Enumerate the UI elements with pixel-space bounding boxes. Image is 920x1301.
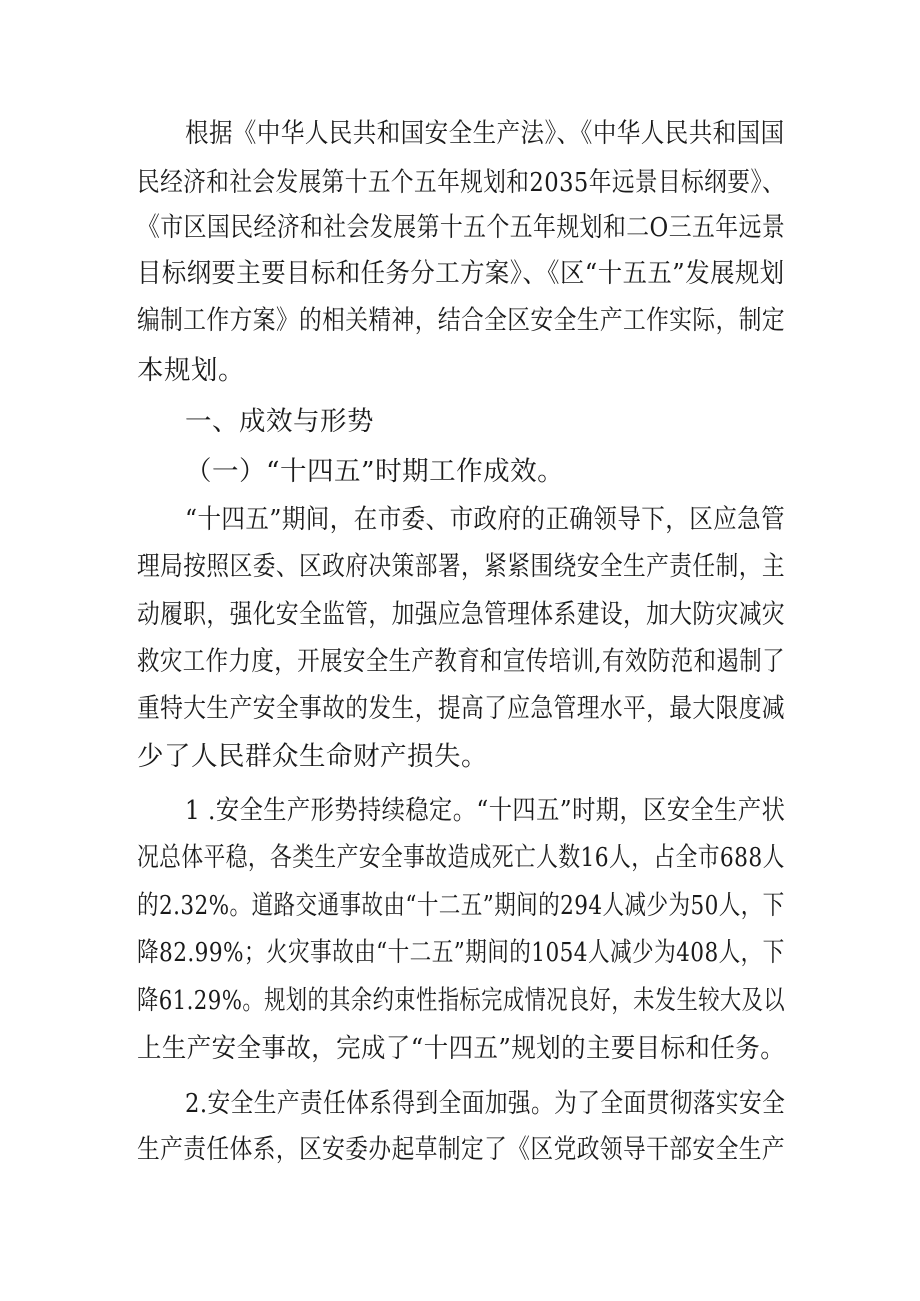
paragraph-2-line-4: 救灾工作力度，开展安全生产教育和宣传培训,有效防范和遏制了: [137, 646, 785, 677]
section-heading: 一、成效与形势: [185, 406, 374, 437]
paragraph-2-line-2: 理局按照区委、区政府决策部署，紧紧围绕安全生产责任制，主: [137, 551, 785, 582]
paragraph-1-line-3: 《市区国民经济和社会发展第十五个五年规划和二O三五年远景: [137, 212, 786, 243]
paragraph-3-line-4: 降82.99%；火灾事故由“十二五”期间的1054人减少为408人，下: [137, 937, 785, 968]
paragraph-2-line-5: 重特大生产安全事故的发生，提高了应急管理水平，最大限度减: [137, 693, 785, 724]
paragraph-2-line-3: 动履职，强化安全监管，加强应急管理体系建设，加大防灾减灾: [137, 599, 785, 630]
paragraph-2-line-6: 少了人民群众生命财产损失。: [137, 741, 488, 772]
paragraph-3-line-5: 降61.29%。规划的其余约束性指标完成情况良好，未发生较大及以: [137, 985, 786, 1016]
paragraph-1-line-4: 目标纲要主要目标和任务分工方案》、《区“十五五”发展规划: [137, 258, 785, 289]
paragraph-3-line-3: 的2.32%。道路交通事故由“十二五”期间的294人减少为50人，下: [137, 890, 785, 921]
paragraph-1-line-1: 根据《中华人民共和国安全生产法》、《中华人民共和国国: [185, 118, 785, 149]
paragraph-3-line-1: 1 .安全生产形势持续稳定。“十四五”时期，区安全生产状: [185, 795, 786, 826]
subsection-heading: （一）“十四五”时期工作成效。: [185, 456, 565, 487]
paragraph-4-line-2: 生产责任体系，区安委办起草制定了《区党政领导干部安全生产: [137, 1134, 785, 1165]
paragraph-4-line-1: 2.安全生产责任体系得到全面加强。为了全面贯彻落实安全: [185, 1088, 786, 1119]
paragraph-1-line-2: 民经济和社会发展第十五个五年规划和2035年远景目标纲要》、: [137, 167, 786, 198]
paragraph-1-line-5: 编制工作方案》的相关精神，结合全区安全生产工作实际，制定: [137, 305, 785, 336]
paragraph-3-line-2: 况总体平稳，各类生产安全事故造成死亡人数16人，占全市688人: [137, 842, 785, 873]
paragraph-1-line-6: 本规划。: [137, 355, 245, 386]
paragraph-2-line-1: “十四五”期间，在市委、市政府的正确领导下，区应急管: [185, 504, 786, 535]
paragraph-3-line-6: 上生产安全事故，完成了“十四五”规划的主要目标和任务。: [137, 1033, 786, 1064]
